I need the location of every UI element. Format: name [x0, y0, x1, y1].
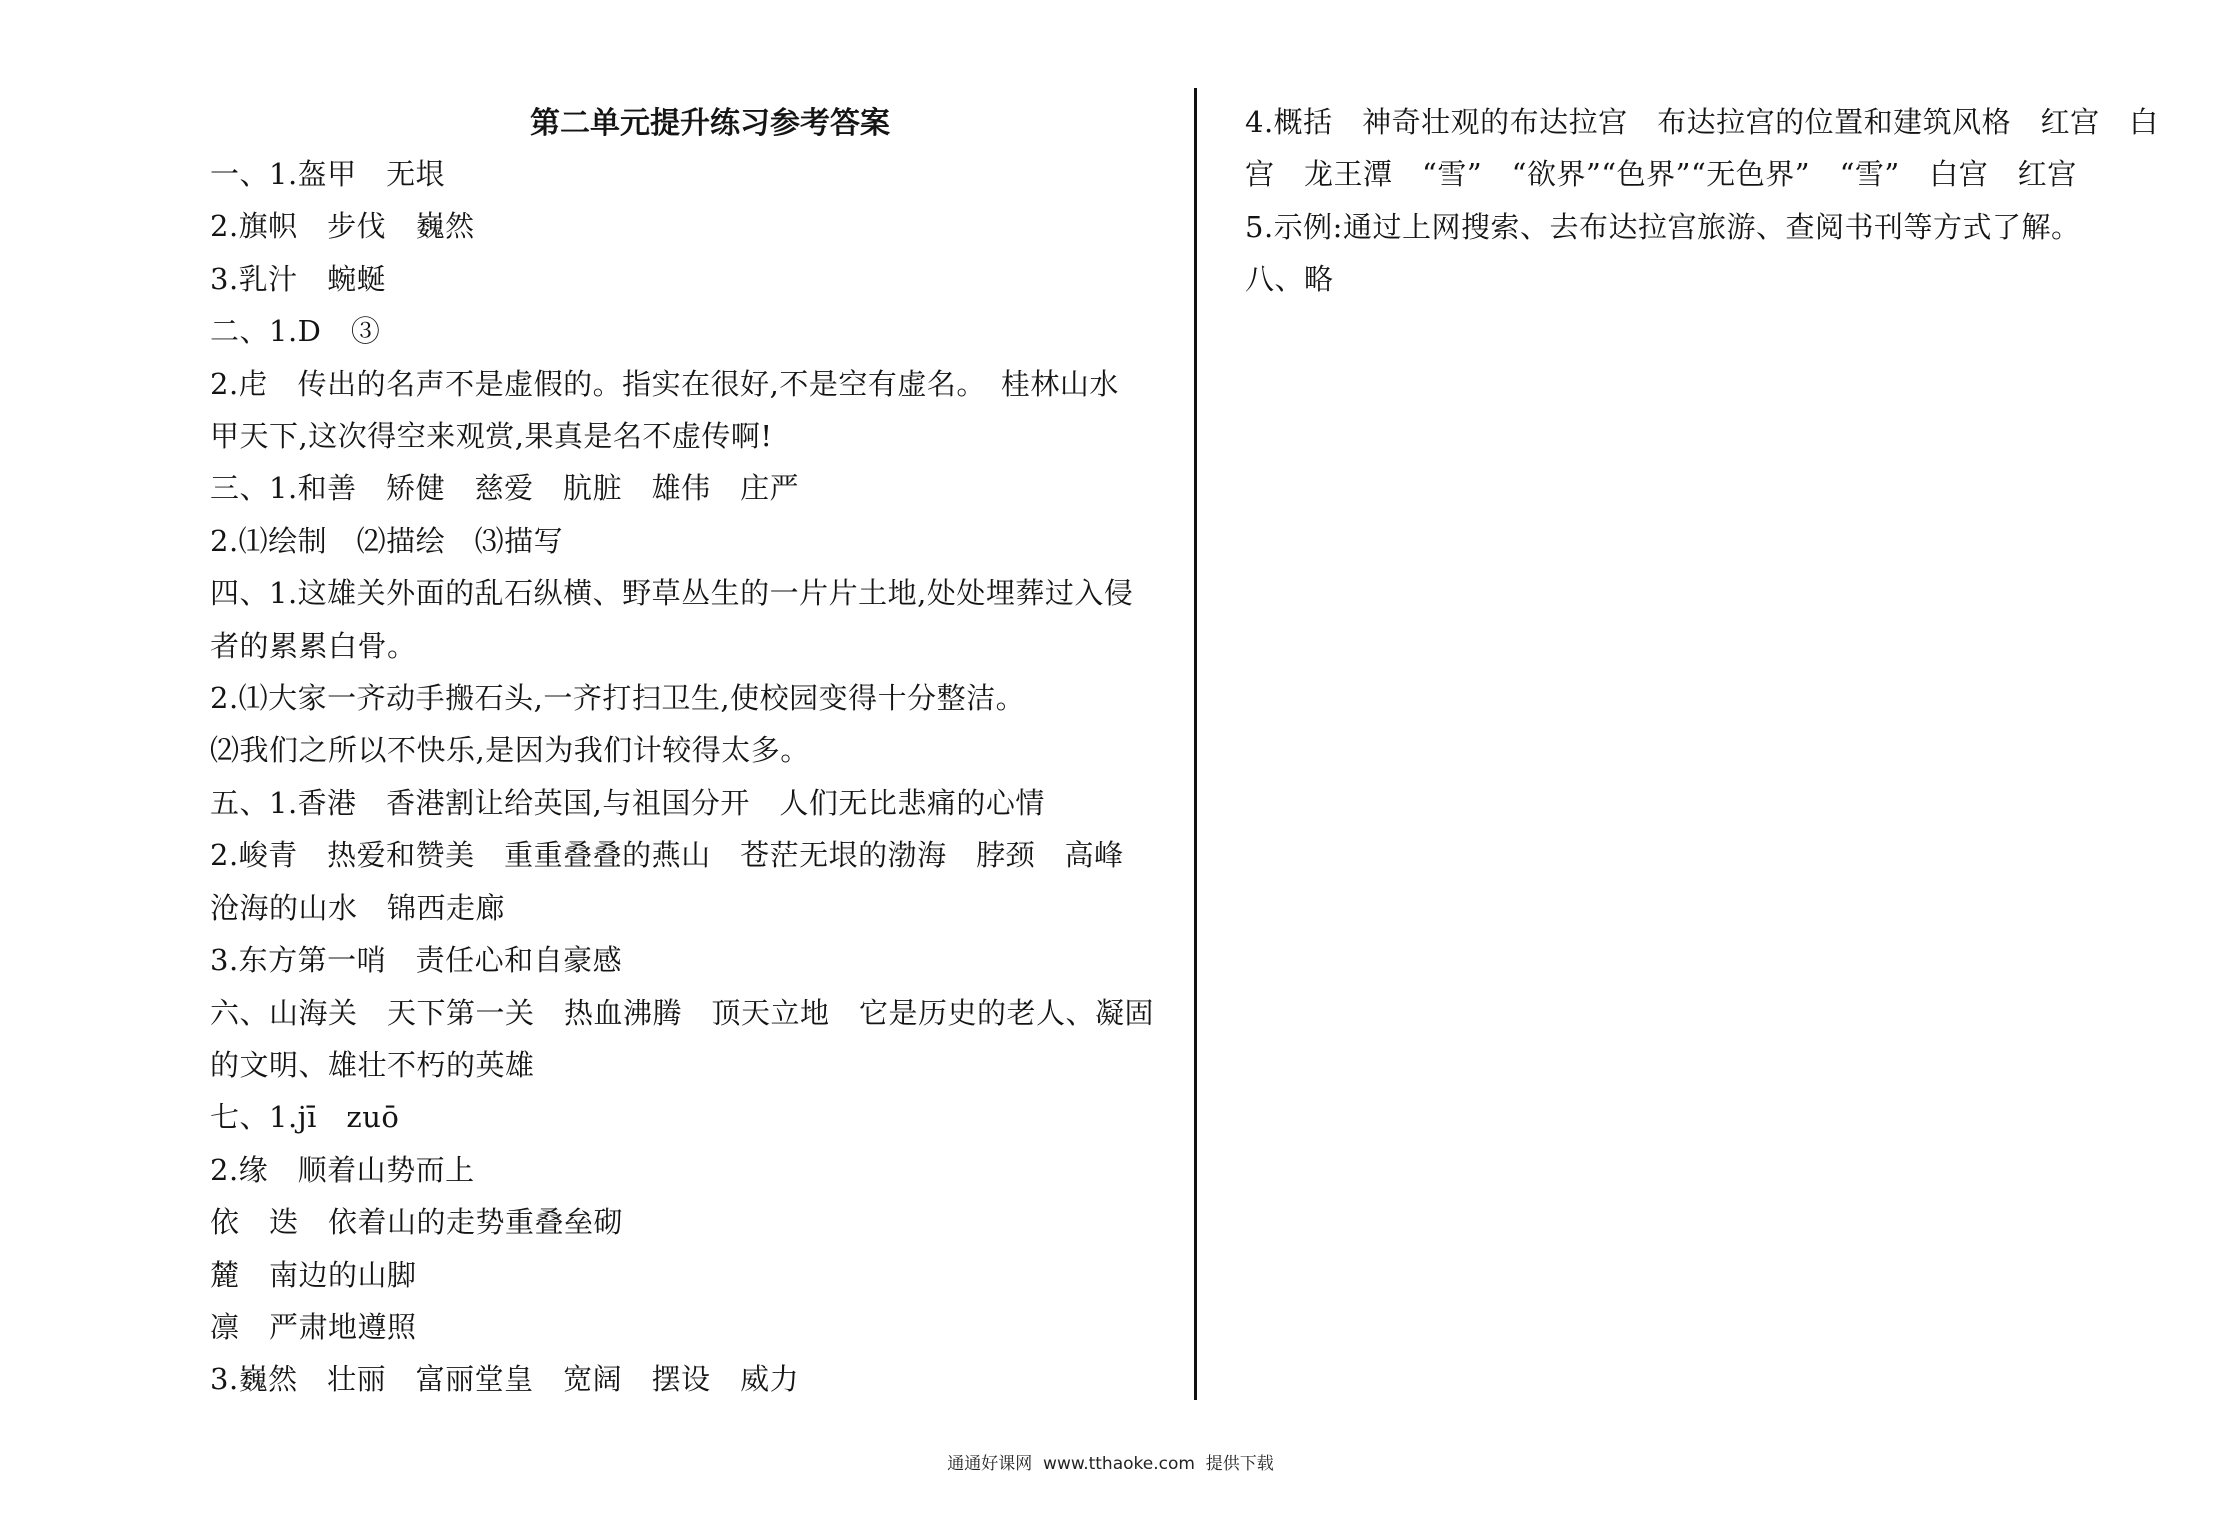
right-column: [1245, 96, 2195, 306]
answer-line: 八、略: [1245, 262, 1334, 297]
left-column: [210, 148, 1160, 1406]
answer-line: 2.峻青 热爱和赞美 重重叠叠的燕山 苍茫无垠的渤海 脖颈 高峰: [210, 838, 1124, 873]
answer-line: 甲天下,这次得空来观赏,果真是名不虚传啊!: [210, 419, 773, 454]
answer-line: 的文明、雄壮不朽的英雄: [210, 1047, 535, 1082]
answer-line: 2.⑴绘制 ⑵描绘 ⑶描写: [210, 523, 564, 558]
answer-line: 3.巍然 壮丽 富丽堂皇 宽阔 摆设 威力: [210, 1362, 800, 1397]
answer-line: ⑵我们之所以不快乐,是因为我们计较得太多。: [210, 733, 810, 768]
answer-line: 宫 龙王潭 “雪” “欲界”“色界”“无色界” “雪” 白宫 红宫: [1245, 157, 2077, 192]
answer-line: 凛 严肃地遵照: [210, 1309, 417, 1344]
answer-line: 二、1.D ③: [210, 314, 381, 349]
answer-line: 沧海的山水 锦西走廊: [210, 890, 506, 925]
answer-line: 三、1.和善 矫健 慈爱 肮脏 雄伟 庄严: [210, 471, 800, 506]
answer-line: 者的累累白骨。: [210, 628, 417, 663]
answer-line: 依 迭 依着山的走势重叠垒砌: [210, 1205, 624, 1240]
answer-line: 一、1.盔甲 无垠: [210, 157, 446, 191]
answer-line: 2.虍 传出的名声不是虚假的。指实在很好,不是空有虚名。 桂林山水: [210, 366, 1119, 401]
column-divider: [1194, 88, 1197, 1400]
answer-line: 3.东方第一哨 责任心和自豪感: [210, 943, 623, 978]
answer-line: 3.乳汁 蜿蜒: [210, 261, 387, 296]
answer-line: 2.旗帜 步伐 巍然: [210, 209, 475, 244]
answer-line: 五、1.香港 香港割让给英国,与祖国分开 人们无比悲痛的心情: [210, 785, 1045, 820]
answer-line: 七、1.jī zuō: [210, 1100, 400, 1135]
answer-line: 四、1.这雄关外面的乱石纵横、野草丛生的一片片土地,处处埋葬过入侵: [210, 576, 1134, 611]
answer-line: 4.概括 神奇壮观的布达拉宫 布达拉宫的位置和建筑风格 红宫 白: [1245, 105, 2159, 139]
answer-line: 2.⑴大家一齐动手搬石头,一齐打扫卫生,使校园变得十分整洁。: [210, 681, 1026, 716]
page-title: 第二单元提升练习参考答案: [530, 106, 890, 141]
answer-line: 麓 南边的山脚: [210, 1257, 417, 1292]
answer-line: 2.缘 顺着山势而上: [210, 1152, 475, 1187]
answer-line: 六、山海关 天下第一关 热血沸腾 顶天立地 它是历史的老人、凝固: [210, 995, 1155, 1030]
footer-credit: 通通好课网 www.tthaoke.com 提供下载: [947, 1454, 1274, 1474]
answer-line: 5.示例:通过上网搜索、去布达拉宫旅游、查阅书刊等方式了解。: [1245, 209, 2081, 244]
